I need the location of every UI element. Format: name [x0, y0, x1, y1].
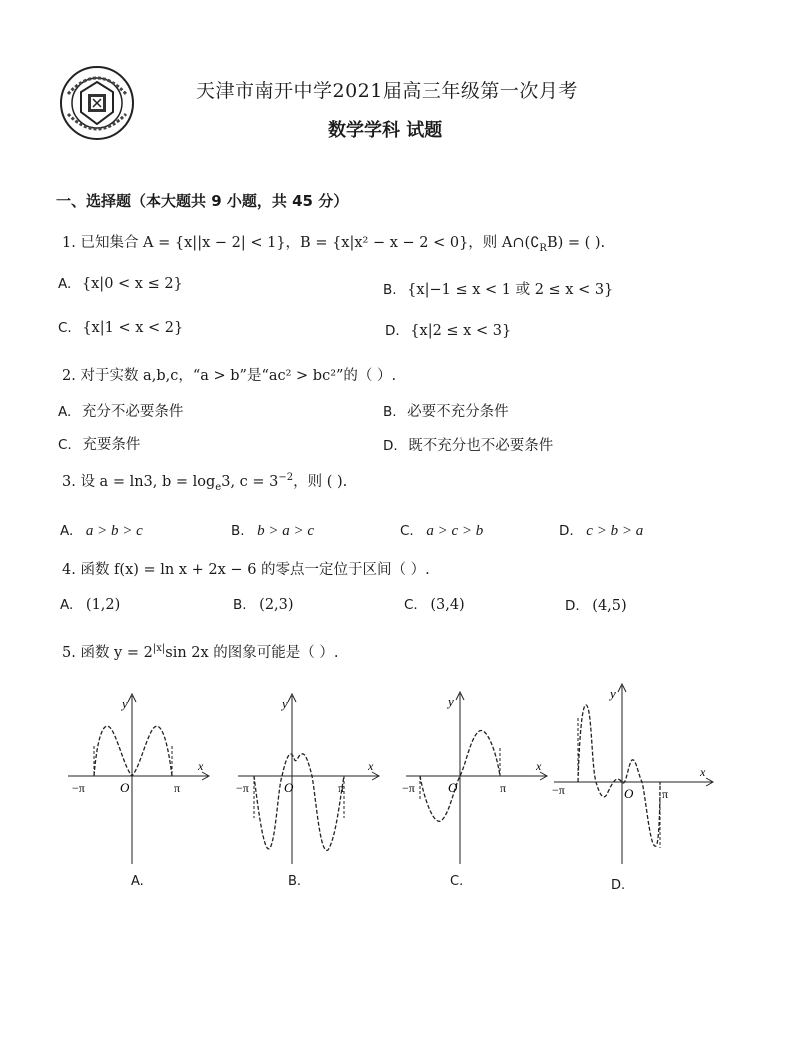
option-text: 既不充分也不必要条件 — [408, 438, 554, 454]
question-3-text-c: ，则 ( ). — [293, 474, 348, 490]
neg-pi-label: −π — [552, 783, 565, 797]
option-letter: B. — [231, 523, 245, 539]
graph-a-label: A. — [131, 874, 144, 889]
x-axis-label: x — [700, 765, 706, 779]
section-heading: 一、选择题（本大题共 9 小题，共 45 分） — [56, 192, 349, 210]
y-axis-label: y — [122, 696, 128, 711]
graph-a — [62, 688, 212, 868]
page-title: 天津市南开中学2021届高三年级第一次月考 — [196, 80, 578, 102]
option-letter: D. — [565, 598, 580, 614]
y-axis-label: y — [448, 694, 454, 709]
option-text: a > c > b — [426, 523, 484, 539]
x-axis-label: x — [198, 759, 204, 773]
question-4-stem — [62, 558, 430, 579]
pos-pi-label: π — [338, 781, 345, 795]
complement-subscript: R — [539, 242, 547, 254]
question-4-text: 函数 f(x) = ln x + 2x − 6 的零点一定位于区间（ ）. — [80, 562, 430, 578]
question-number: 1. — [62, 235, 76, 251]
question-3-option-d — [559, 523, 643, 540]
question-3-option-c — [400, 523, 483, 540]
question-5-text-b: sin 2x 的图象可能是（ ）. — [165, 645, 339, 661]
question-3-text-a: 设 a = ln3, b = log — [80, 474, 216, 490]
option-letter: C. — [58, 437, 72, 453]
school-seal — [58, 64, 136, 142]
option-text: {x|0 < x ≤ 2} — [81, 276, 183, 292]
neg-pi-label: −π — [236, 781, 249, 795]
option-letter: B. — [383, 404, 397, 420]
question-1-option-b — [383, 278, 613, 299]
neg-pi-label: −π — [402, 781, 415, 795]
option-text: a > b > c — [85, 523, 143, 539]
option-text: {x|1 < x < 2} — [82, 320, 184, 336]
graph-b-label: B. — [288, 874, 302, 889]
origin-label: O — [120, 780, 130, 795]
option-letter: B. — [383, 282, 397, 298]
option-text: (2,3) — [259, 597, 294, 613]
origin-label: O — [448, 780, 458, 795]
option-text: {x|2 ≤ x < 3} — [410, 323, 512, 339]
option-text: (4,5) — [592, 598, 627, 614]
question-2-stem — [62, 364, 396, 385]
question-5-stem — [62, 641, 339, 662]
log-base: e — [215, 481, 222, 493]
exponent: |x| — [152, 643, 166, 655]
x-axis-label: x — [368, 759, 374, 773]
option-letter: A. — [58, 276, 72, 292]
graph-d — [550, 678, 716, 868]
x-axis-label: x — [536, 759, 542, 773]
option-text: 充要条件 — [82, 437, 141, 453]
option-letter: B. — [233, 597, 247, 613]
question-5-text-a: 函数 y = 2 — [80, 645, 153, 661]
question-4-option-c — [404, 597, 465, 613]
option-text: 必要不充分条件 — [407, 404, 509, 420]
question-2-text: 对于实数 a,b,c，“a > b”是“ac² > bc²”的（ ）. — [80, 368, 397, 384]
question-number: 4. — [62, 562, 76, 578]
page-subtitle: 数学学科 试题 — [328, 120, 443, 141]
question-1-text-b: B) = ( ). — [546, 235, 606, 251]
question-1-option-d — [385, 323, 511, 339]
question-1-stem — [62, 231, 605, 254]
question-4-option-a — [60, 597, 120, 613]
question-3-option-b — [231, 523, 314, 540]
option-text: c > b > a — [586, 523, 644, 539]
neg-pi-label: −π — [72, 781, 85, 795]
option-text: (1,2) — [85, 597, 121, 613]
option-letter: C. — [404, 597, 418, 613]
option-text: (3,4) — [430, 597, 465, 613]
question-number: 2. — [62, 368, 76, 384]
option-letter: D. — [385, 323, 400, 339]
graph-d-label: D. — [611, 878, 626, 893]
graph-c — [400, 688, 550, 868]
option-text: 充分不必要条件 — [81, 404, 184, 420]
option-letter: A. — [58, 404, 72, 420]
option-letter: C. — [400, 523, 414, 539]
pos-pi-label: π — [662, 787, 669, 801]
pos-pi-label: π — [174, 781, 181, 795]
graph-c-label: C. — [450, 874, 464, 889]
question-4-option-d — [565, 598, 627, 614]
option-letter: C. — [58, 320, 72, 336]
question-3-text-b: 3, c = 3 — [221, 474, 279, 490]
question-number: 3. — [62, 474, 76, 490]
exponent: −2 — [278, 472, 294, 484]
question-2-option-b — [383, 400, 509, 421]
origin-label: O — [284, 780, 294, 795]
option-letter: D. — [383, 438, 398, 454]
question-2-option-c — [58, 433, 140, 454]
option-text: b > a > c — [257, 523, 315, 539]
question-1-option-c — [58, 320, 183, 336]
question-1-text-a: 已知集合 A = {x||x − 2| < 1}，B = {x|x² − x − 2 < 0}，则 A∩(∁ — [80, 235, 540, 251]
option-letter: A. — [60, 523, 74, 539]
question-3-option-a — [60, 523, 143, 540]
pos-pi-label: π — [500, 781, 507, 795]
origin-label: O — [624, 786, 634, 801]
question-2-option-d — [383, 434, 553, 455]
graph-b — [232, 688, 382, 868]
question-3-stem — [62, 470, 347, 493]
question-2-option-a — [58, 400, 183, 421]
question-number: 5. — [62, 645, 76, 661]
question-1-option-a — [58, 276, 183, 292]
option-letter: A. — [60, 597, 74, 613]
y-axis-label: y — [282, 696, 288, 711]
option-letter: D. — [559, 523, 574, 539]
option-text: {x|−1 ≤ x < 1 或 2 ≤ x < 3} — [407, 282, 614, 298]
y-axis-label: y — [610, 686, 616, 701]
question-4-option-b — [233, 597, 294, 613]
